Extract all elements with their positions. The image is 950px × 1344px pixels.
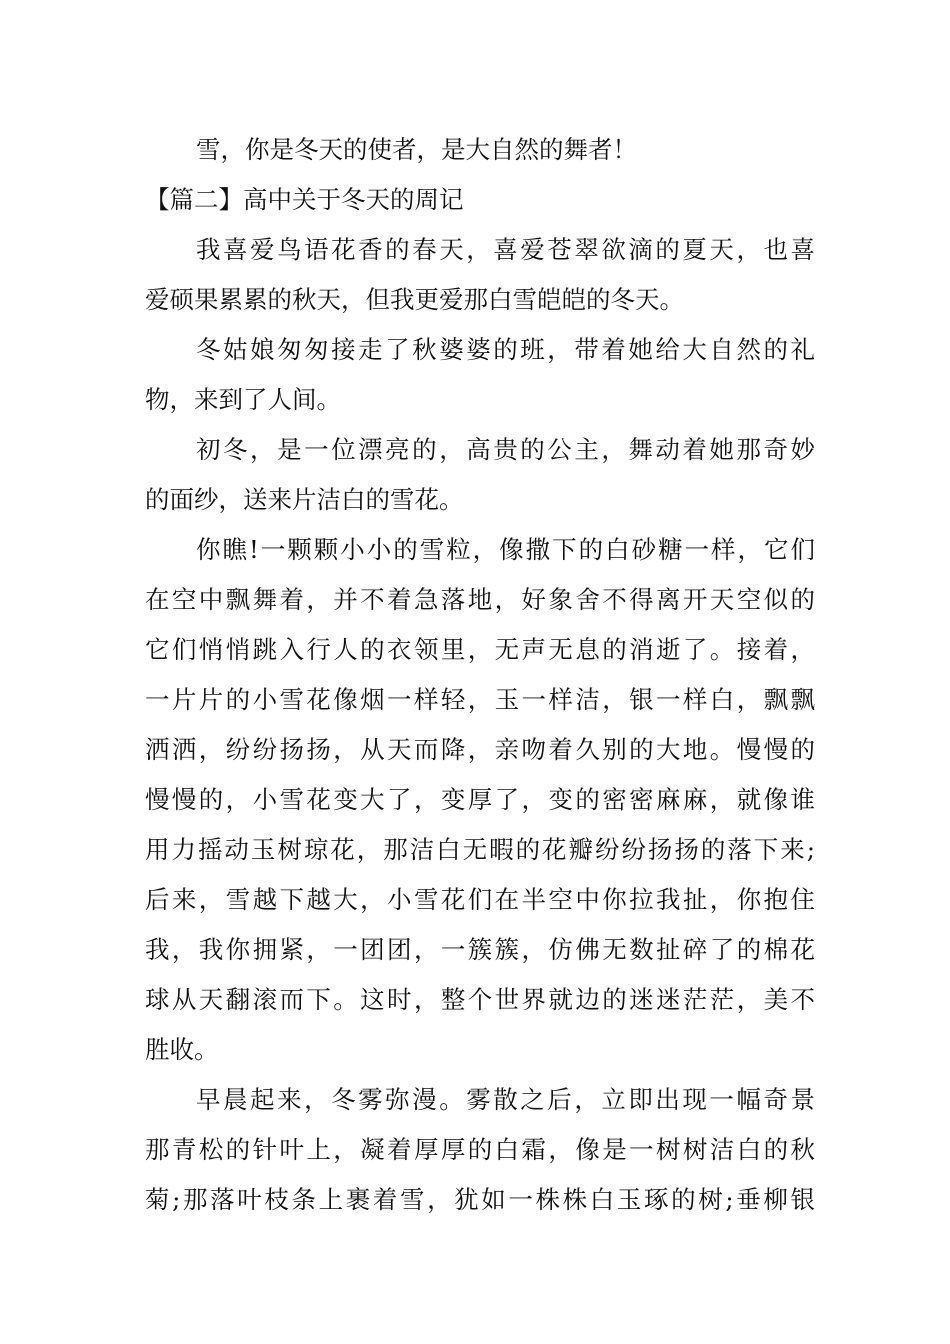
- paragraph-line: 爱硕果累累的秋天，但我更爱那白雪皑皑的冬天。: [145, 285, 684, 314]
- paragraph-line: 早晨起来，冬雾弥漫。雾散之后，立即出现一幅奇景: [196, 1085, 815, 1114]
- paragraph-line: 慢慢的，小雪花变大了，变厚了，变的密密麻麻，就像谁: [145, 785, 815, 814]
- paragraph-line: 一片片的小雪花像烟一样轻，玉一样洁，银一样白，飘飘: [145, 685, 815, 714]
- section-heading: 【篇二】高中关于冬天的周记: [145, 185, 464, 214]
- paragraph-line: 我喜爱鸟语花香的春天，喜爱苍翠欲滴的夏天，也喜: [196, 235, 815, 264]
- paragraph-line: 物，来到了人间。: [145, 385, 341, 414]
- paragraph-line: 初冬，是一位漂亮的，高贵的公主，舞动着她那奇妙: [196, 435, 815, 464]
- paragraph-line: 洒洒，纷纷扬扬，从天而降，亲吻着久别的大地。慢慢的: [145, 735, 815, 764]
- paragraph-line: 在空中飘舞着，并不着急落地，好象舍不得离开天空似的: [145, 585, 815, 614]
- paragraph-line: 它们悄悄跳入行人的衣领里，无声无息的消逝了。接着，: [145, 635, 815, 664]
- paragraph-line: 你瞧!一颗颗小小的雪粒，像撒下的白砂糖一样，它们: [196, 535, 815, 564]
- paragraph-line: 用力摇动玉树琼花，那洁白无暇的花瓣纷纷扬扬的落下来;: [145, 835, 815, 864]
- paragraph-line: 菊;那落叶枝条上裹着雪，犹如一株株白玉琢的树;垂柳银: [145, 1185, 815, 1214]
- paragraph-line: 胜收。: [145, 1035, 219, 1064]
- paragraph-line: 那青松的针叶上，凝着厚厚的白霜，像是一树树洁白的秋: [145, 1135, 815, 1164]
- paragraph-line: 球从天翻滚而下。这时，整个世界就边的迷迷茫茫，美不: [145, 985, 815, 1014]
- paragraph-line: 雪，你是冬天的使者，是大自然的舞者！: [196, 135, 637, 164]
- paragraph-line: 的面纱，送来片洁白的雪花。: [145, 485, 464, 514]
- paragraph-line: 我，我你拥紧，一团团，一簇簇，仿佛无数扯碎了的棉花: [145, 935, 815, 964]
- paragraph-line: 冬姑娘匆匆接走了秋婆婆的班，带着她给大自然的礼: [196, 335, 815, 364]
- paragraph-line: 后来，雪越下越大，小雪花们在半空中你拉我扯，你抱住: [145, 885, 815, 914]
